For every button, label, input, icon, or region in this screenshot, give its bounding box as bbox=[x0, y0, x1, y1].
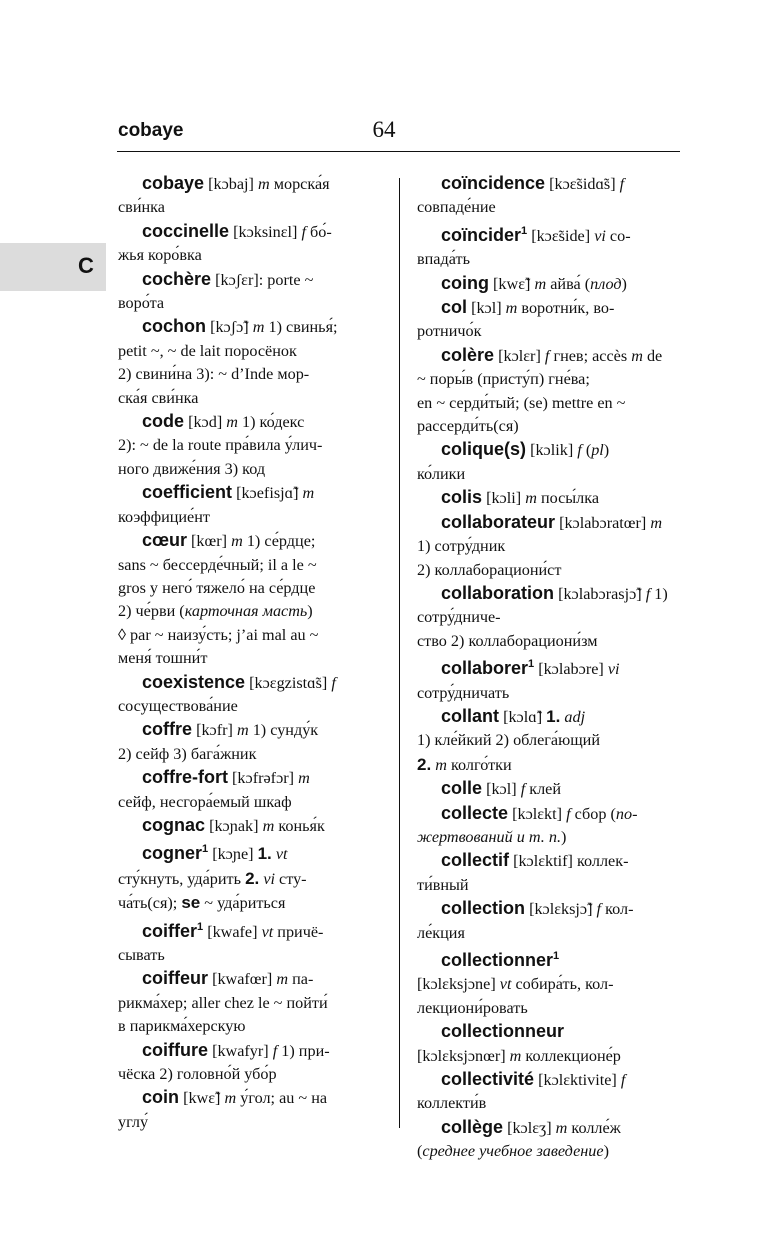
tab-letter: C bbox=[78, 253, 94, 278]
grammar-label: f bbox=[272, 1041, 278, 1060]
grammar-label: adj bbox=[564, 707, 586, 726]
pronunciation: [kwɛ̃] bbox=[493, 274, 531, 293]
headword: code bbox=[142, 411, 185, 432]
translation: причё- сывать bbox=[118, 922, 324, 964]
pronunciation: [kœr] bbox=[191, 532, 228, 551]
entry-colique bbox=[417, 438, 669, 486]
entry-coin bbox=[118, 1086, 368, 1134]
translation-continued: ) ко́лики bbox=[417, 441, 610, 483]
translation: совпаде́ние bbox=[417, 198, 496, 217]
entry-coefficient bbox=[118, 481, 368, 529]
entry-collection bbox=[417, 897, 669, 945]
grammar-label: f bbox=[520, 780, 526, 799]
translation: 1) при- чёска 2) головно́й убо́р bbox=[118, 1041, 330, 1084]
pronunciation: [kɔlɛksjɔnœr] bbox=[417, 1046, 506, 1065]
entry-colis bbox=[417, 486, 669, 510]
headword: colis bbox=[441, 487, 483, 508]
headword: cogner$^1$ bbox=[142, 843, 209, 864]
pronunciation: [kɔd] bbox=[188, 413, 223, 432]
entry-college bbox=[417, 1116, 669, 1164]
headword: collection bbox=[441, 898, 526, 919]
translation: айва́ ( bbox=[550, 274, 591, 293]
translation: посы́лка bbox=[540, 489, 600, 508]
pronunciation: [kɔɛ̃side] bbox=[531, 226, 591, 245]
translation: у́гол; au ~ на углу́ bbox=[118, 1089, 328, 1131]
pronunciation: [kɔlɑ̃] bbox=[503, 707, 543, 726]
grammar-label: m bbox=[525, 489, 537, 508]
running-head-word: cobaye bbox=[118, 120, 184, 141]
grammar-label: m bbox=[224, 1089, 237, 1108]
usage-note: pl bbox=[591, 441, 604, 460]
pronunciation: [kwafyr] bbox=[212, 1041, 269, 1060]
headword: cochère bbox=[142, 268, 212, 289]
entry-collectivite bbox=[417, 1068, 669, 1116]
grammar-label: f bbox=[619, 175, 625, 193]
pronunciation: [kwafœr] bbox=[212, 970, 273, 989]
translation: клей bbox=[529, 780, 562, 799]
grammar-label: m bbox=[252, 318, 265, 337]
pronunciation: [kɔɛ̃sidɑ̃s] bbox=[549, 175, 616, 193]
entry-coccinelle bbox=[118, 220, 368, 268]
entry-cochon bbox=[118, 315, 368, 410]
homonym-number: 1 bbox=[521, 224, 528, 237]
pronunciation: [kɔlɛktif] bbox=[513, 852, 573, 871]
translation: бо́- жья коро́вка bbox=[118, 222, 332, 265]
grammar-label: f bbox=[544, 346, 550, 365]
grammar-label: vi bbox=[594, 226, 606, 245]
grammar-label: m bbox=[262, 816, 275, 835]
pronunciation: [kɔli] bbox=[486, 489, 522, 508]
grammar-label: m bbox=[631, 346, 643, 365]
entry-coincidence bbox=[417, 172, 669, 220]
grammar-label: f bbox=[301, 222, 306, 241]
pronunciation: [kɔlɛr] bbox=[498, 346, 541, 365]
headword: colle bbox=[441, 778, 483, 799]
headword: collectionner$^1$ bbox=[441, 950, 560, 970]
headword: coiffeur bbox=[142, 968, 209, 989]
entry-collant bbox=[417, 705, 669, 777]
headword: collège bbox=[441, 1116, 504, 1137]
pronunciation: [kɔfr] bbox=[196, 721, 233, 740]
entry-collectionner bbox=[417, 945, 669, 1020]
translation: 1) свинья́; petit ~, ~ de lait поросёнок 2) свини́на 3): ~ d’Inde мор- ска́я сви́нка bbox=[118, 318, 338, 407]
grammar-label: f bbox=[577, 441, 582, 460]
entry-cogner bbox=[118, 838, 368, 915]
grammar-label: m bbox=[236, 721, 249, 740]
usage-note: карточная масть bbox=[184, 602, 308, 621]
grammar-label: m bbox=[302, 484, 315, 503]
grammar-label: m bbox=[509, 1046, 522, 1065]
grammar-label: m bbox=[505, 299, 518, 318]
translation: колго́тки bbox=[450, 755, 512, 774]
homonym-number: 1 bbox=[528, 658, 535, 671]
translation: 1) сунду́к 2) сейф 3) бага́жник bbox=[118, 721, 319, 763]
entry-coffre-fort bbox=[118, 766, 368, 814]
headword: collaborer$^1$ bbox=[441, 658, 535, 679]
pronunciation: [kɔlɛkt] bbox=[512, 804, 563, 823]
translation-continued: ) bbox=[561, 827, 567, 846]
translation: porte ~ воро́та bbox=[118, 270, 314, 313]
entry-code bbox=[118, 410, 368, 481]
translation: коллекти́в bbox=[417, 1094, 487, 1113]
entry-collectif bbox=[417, 849, 669, 897]
translation: сту́кнуть, уда́рить bbox=[118, 869, 242, 888]
entry-col bbox=[417, 296, 669, 344]
pronunciation: [kɔbaj] bbox=[208, 175, 254, 193]
grammar-label: vt bbox=[261, 922, 274, 941]
grammar-label: m bbox=[231, 532, 243, 551]
pronunciation: [kɔlabɔrasjɔ̃] bbox=[558, 584, 642, 603]
entry-cognac bbox=[118, 814, 368, 838]
pronunciation: [kɔlik] bbox=[530, 441, 574, 460]
usage-note: среднее учебное заведение bbox=[422, 1142, 604, 1161]
sense-number: 2. bbox=[245, 868, 260, 888]
headword: collectif bbox=[441, 850, 510, 871]
headword: colique(s) bbox=[441, 439, 527, 460]
entry-coing bbox=[417, 272, 669, 296]
sense-number: 1. bbox=[257, 844, 272, 864]
translation: 1) кле́йкий 2) облега́ющий bbox=[417, 731, 600, 750]
pronunciation: [kɔlɛksjɔ̃] bbox=[529, 900, 593, 919]
homonym-number: 1 bbox=[197, 920, 204, 933]
pronunciation: [kɔl] bbox=[486, 780, 517, 799]
headword: colère bbox=[441, 344, 495, 365]
translation: коллекционе́р bbox=[525, 1046, 621, 1065]
page-number: 64 bbox=[372, 117, 396, 142]
entry-coexistence bbox=[118, 671, 368, 719]
grammar-label: m bbox=[534, 274, 547, 293]
translation-continued: ) bbox=[621, 274, 627, 293]
pronunciation: [kɔʃɔ̃] bbox=[210, 318, 249, 337]
grammar-label: f bbox=[331, 673, 336, 692]
headword: coccinelle bbox=[142, 220, 230, 241]
translation: конья́к bbox=[278, 816, 325, 835]
translation: сейф, несгора́емый шкаф bbox=[118, 792, 292, 811]
homonym-number: 1 bbox=[202, 843, 209, 856]
reflexive-marker: se bbox=[181, 893, 201, 913]
headword: coïncidence bbox=[441, 173, 546, 193]
grammar-label: m bbox=[555, 1118, 568, 1137]
translation: воротни́к, во- ротничо́к bbox=[417, 299, 615, 341]
grammar-label: vi bbox=[263, 869, 275, 888]
grammar-label: m bbox=[435, 755, 447, 774]
entry-collaborateur bbox=[417, 511, 669, 582]
entry-cobaye bbox=[118, 172, 368, 220]
headword: collant bbox=[441, 705, 500, 726]
pronunciation: [kɔfrəfɔr] bbox=[232, 769, 295, 788]
usage-note: плод bbox=[590, 274, 622, 293]
pronunciation: [kɔlɛksjɔne] bbox=[417, 975, 496, 994]
sense-number: 2. bbox=[417, 754, 432, 774]
pronunciation: [kwɛ̃] bbox=[183, 1089, 221, 1108]
translation: коллек- ти́вный bbox=[417, 852, 629, 894]
grammar-label: m bbox=[650, 513, 663, 532]
translation-continued: ) bbox=[603, 1142, 609, 1161]
header-rule bbox=[117, 151, 680, 152]
headword: cognac bbox=[142, 814, 206, 835]
pronunciation: [kwafe] bbox=[207, 922, 258, 941]
entry-coiffure bbox=[118, 1039, 368, 1087]
pronunciation: [kɔefisjɑ̃] bbox=[236, 484, 299, 503]
pronunciation: [kɔʃɛr]: bbox=[215, 270, 264, 289]
translation: сбор ( bbox=[574, 804, 616, 823]
headword: coïncider$^1$ bbox=[441, 224, 528, 245]
headword: cœur bbox=[142, 530, 187, 551]
usage-note: по- жертвований и т. п. bbox=[417, 804, 638, 846]
translation: 1) се́рдце; sans ~ бессерде́чный; il a le ~ gros у него́ тяжело́ на се́рдце 2) че́рви ( bbox=[118, 532, 317, 621]
entry-colle bbox=[417, 777, 669, 801]
translation: ( bbox=[585, 441, 592, 460]
translation: гнев; accès bbox=[553, 346, 628, 365]
translation: со- впада́ть bbox=[417, 226, 631, 269]
left-column bbox=[118, 172, 368, 1134]
entry-coiffeur bbox=[118, 967, 368, 1038]
homonym-number: 1 bbox=[553, 950, 560, 962]
headword: coing bbox=[441, 272, 489, 293]
entry-collaborer bbox=[417, 653, 669, 705]
entry-collecte bbox=[417, 802, 669, 850]
translation: 1) сотру́дник 2) коллаборациони́ст bbox=[417, 537, 562, 579]
headword: col bbox=[441, 297, 468, 318]
sense-number: 1. bbox=[546, 706, 561, 726]
translation: собира́ть, кол- лекциони́ровать bbox=[417, 975, 614, 1017]
pronunciation: [kɔksinɛl] bbox=[233, 222, 298, 241]
headword: coiffure bbox=[142, 1039, 209, 1060]
grammar-label: vt bbox=[275, 845, 288, 864]
pronunciation: [kɔɲe] bbox=[212, 845, 254, 864]
pronunciation: [kɔɲak] bbox=[209, 816, 259, 835]
headword: coin bbox=[142, 1087, 180, 1108]
headword: coffre-fort bbox=[142, 767, 228, 788]
pronunciation: [kɔlabɔratœr] bbox=[559, 513, 647, 532]
entry-coeur bbox=[118, 529, 368, 670]
translation: 1) ко́декс 2): ~ de la route пра́вила у́лич- ного движе́ния 3) код bbox=[118, 413, 323, 478]
grammar-label: m bbox=[276, 970, 289, 989]
entry-cochere bbox=[118, 268, 368, 316]
headword: collecte bbox=[441, 802, 509, 823]
grammar-label: m bbox=[226, 413, 238, 432]
grammar-label: f bbox=[620, 1071, 626, 1090]
translation: 1) сотру́дниче- ство 2) коллаборациони́зм bbox=[417, 584, 668, 650]
column-divider bbox=[399, 178, 400, 1128]
headword: coefficient bbox=[142, 482, 233, 503]
grammar-label: f bbox=[596, 900, 602, 919]
entry-coffre bbox=[118, 718, 368, 766]
right-column bbox=[417, 172, 669, 1164]
translation: морска́я сви́нка bbox=[118, 175, 330, 217]
grammar-label: vi bbox=[607, 660, 620, 679]
grammar-label: f bbox=[645, 584, 651, 603]
translation: ~ уда́риться bbox=[204, 894, 286, 913]
headword: coiffer$^1$ bbox=[142, 920, 204, 941]
translation: колле́ж ( bbox=[417, 1118, 621, 1161]
entry-colere bbox=[417, 344, 669, 439]
entry-coincider bbox=[417, 220, 669, 272]
headword: coexistence bbox=[142, 671, 246, 692]
headword: collaborateur bbox=[441, 511, 556, 532]
entry-collectionneur bbox=[417, 1020, 669, 1068]
grammar-label: vt bbox=[499, 975, 512, 994]
headword: collectionneur bbox=[441, 1021, 565, 1042]
pronunciation: [kɔɛgzistɑ̃s] bbox=[249, 673, 328, 692]
grammar-label: m bbox=[298, 769, 310, 788]
letter-thumb-tab bbox=[0, 243, 106, 291]
pronunciation: [kɔlɛʒ] bbox=[507, 1118, 552, 1137]
translation: сотру́дничать bbox=[417, 683, 510, 702]
pronunciation: [kɔl] bbox=[471, 299, 502, 318]
translation-continued: ) ◊ par ~ наизу́сть; j’ai mal au ~ меня́ тошни́т bbox=[118, 602, 319, 668]
headword: collectivité bbox=[441, 1069, 535, 1090]
headword: cochon bbox=[142, 316, 207, 337]
translation: сосуществова́ние bbox=[118, 696, 238, 715]
translation-continued: de ~ поры́в (присту́п) гне́ва; en ~ серди́тый; (se) mettre en ~ рассерди́ть(ся) bbox=[417, 346, 663, 436]
translation: кол- ле́кция bbox=[417, 900, 634, 942]
headword: collaboration bbox=[441, 582, 555, 603]
grammar-label: f bbox=[566, 804, 571, 823]
translation: коэффицие́нт bbox=[118, 507, 210, 526]
headword: coffre bbox=[142, 719, 193, 740]
entry-collaboration bbox=[417, 582, 669, 653]
headword: cobaye bbox=[142, 173, 205, 193]
translation: сту- ча́ть(ся); bbox=[118, 869, 307, 913]
translation: па- рикма́хер; aller chez le ~ пойти́ в парикма́херскую bbox=[118, 970, 328, 1036]
grammar-label: m bbox=[257, 175, 270, 193]
pronunciation: [kɔlabɔre] bbox=[538, 660, 604, 679]
entry-coiffer bbox=[118, 916, 368, 968]
pronunciation: [kɔlɛktivite] bbox=[538, 1071, 617, 1090]
